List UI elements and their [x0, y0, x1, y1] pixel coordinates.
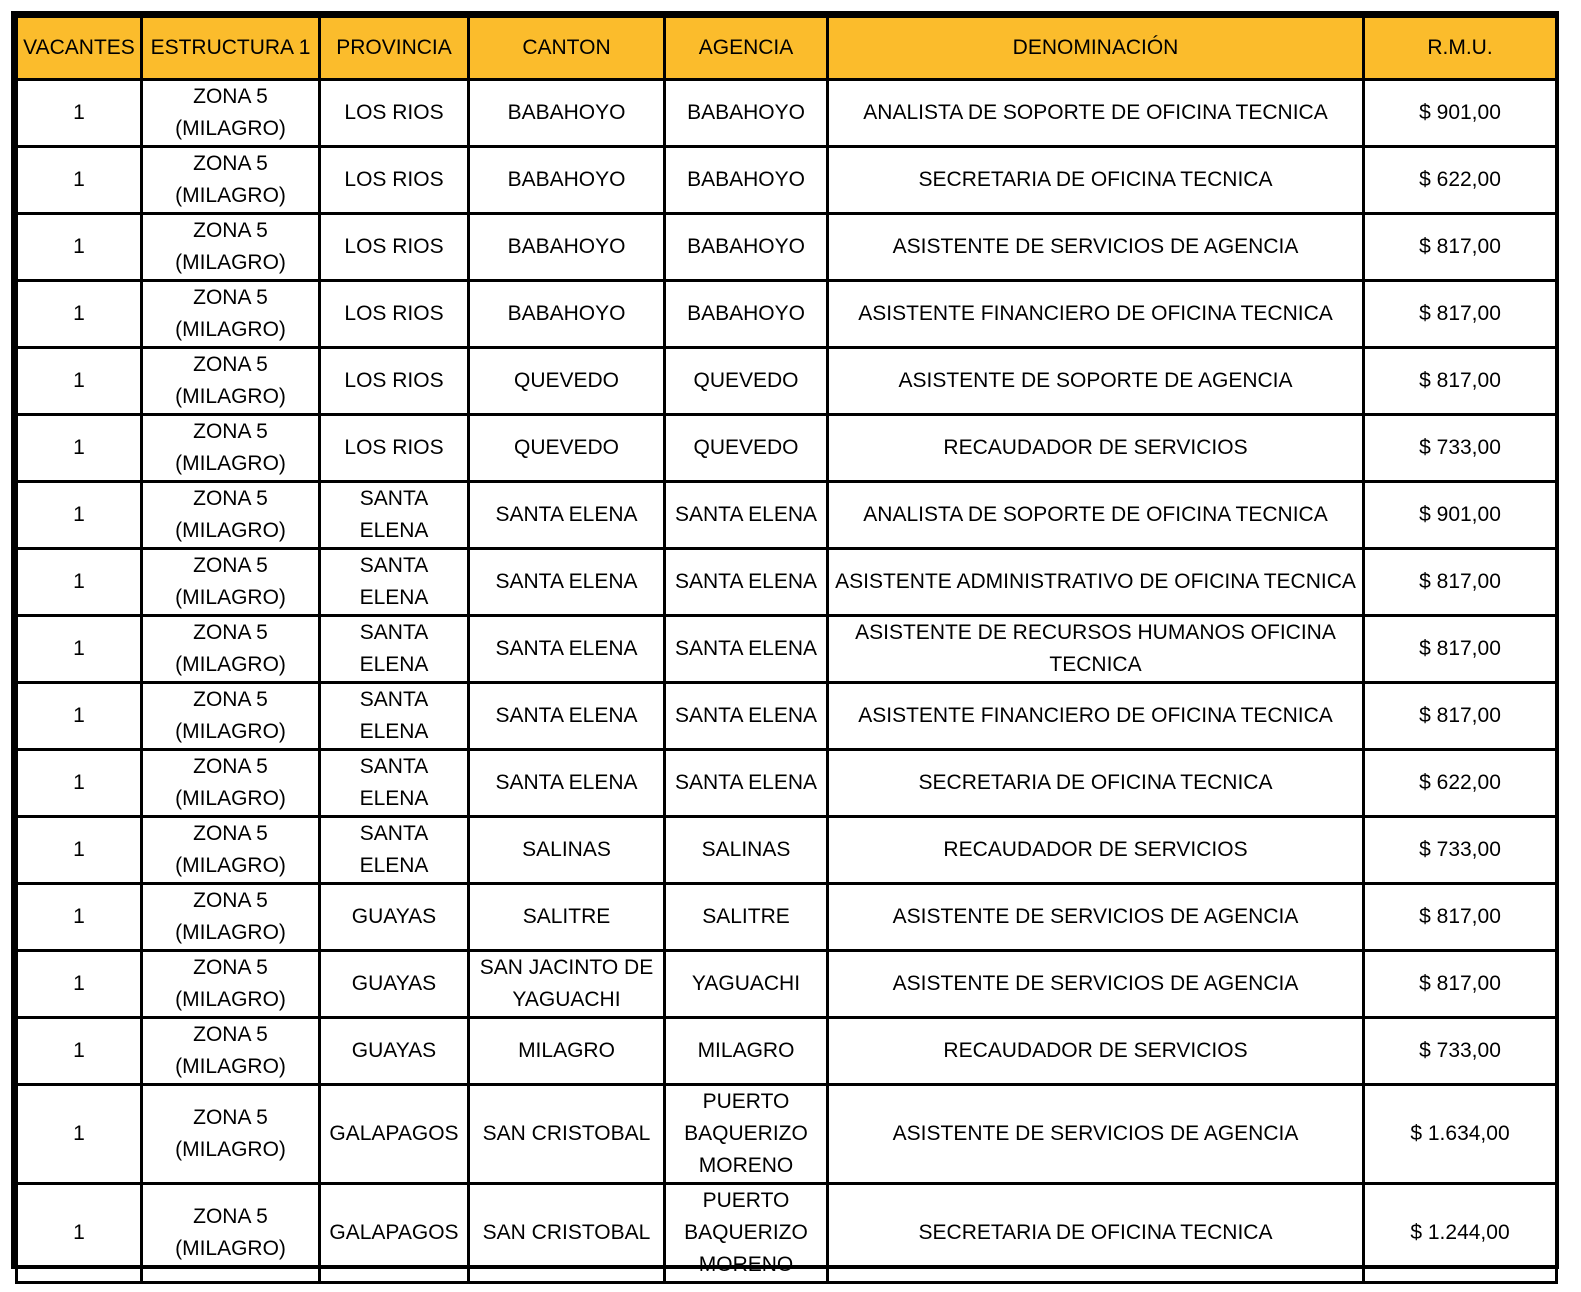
- cell-estructura-line: (MILAGRO): [175, 1237, 286, 1260]
- cell-estructura-line: (MILAGRO): [175, 318, 286, 341]
- cell-estructura-line: (MILAGRO): [175, 1055, 286, 1078]
- cell-estructura: [142, 1085, 320, 1184]
- cell-vacantes: 1: [17, 281, 142, 348]
- cell-rmu: $ 733,00: [1364, 1018, 1557, 1085]
- cell-canton: SAN JACINTO DE YAGUACHI: [469, 951, 665, 1018]
- cell-denominacion: ASISTENTE DE RECURSOS HUMANOS OFICINA TECNICA: [828, 616, 1364, 683]
- cell-agencia: SANTA ELENA: [665, 683, 828, 750]
- cell-denominacion: RECAUDADOR DE SERVICIOS: [828, 415, 1364, 482]
- cell-estructura: [142, 1018, 320, 1085]
- cell-rmu: $ 817,00: [1364, 281, 1557, 348]
- cell-agencia: BABAHOYO: [665, 281, 828, 348]
- cell-provincia: LOS RIOS: [320, 415, 469, 482]
- cell-vacantes: 1: [17, 214, 142, 281]
- header-provincia: PROVINCIA: [320, 17, 469, 80]
- header-vacantes: VACANTES: [17, 17, 142, 80]
- table-row: [17, 951, 1557, 1018]
- cell-provincia: LOS RIOS: [320, 348, 469, 415]
- cell-vacantes: 1: [17, 616, 142, 683]
- cell-estructura-line: (MILAGRO): [175, 251, 286, 274]
- cell-provincia: SANTA ELENA: [320, 549, 469, 616]
- cell-provincia: GUAYAS: [320, 1018, 469, 1085]
- cell-estructura: [142, 147, 320, 214]
- cell-estructura: [142, 348, 320, 415]
- cell-denominacion: RECAUDADOR DE SERVICIOS: [828, 817, 1364, 884]
- cell-rmu: $ 622,00: [1364, 750, 1557, 817]
- cell-canton: MILAGRO: [469, 1018, 665, 1085]
- cell-rmu: $ 817,00: [1364, 348, 1557, 415]
- cell-rmu: $ 817,00: [1364, 214, 1557, 281]
- cell-estructura: [142, 1184, 320, 1283]
- cell-estructura-line: ZONA 5: [193, 956, 268, 979]
- cell-estructura-line: ZONA 5: [193, 85, 268, 108]
- cell-denominacion: ASISTENTE FINANCIERO DE OFICINA TECNICA: [828, 683, 1364, 750]
- cell-agencia: MILAGRO: [665, 1018, 828, 1085]
- cell-estructura-line: ZONA 5: [193, 152, 268, 175]
- cell-rmu: $ 817,00: [1364, 616, 1557, 683]
- cell-agencia: QUEVEDO: [665, 415, 828, 482]
- cell-canton: SAN CRISTOBAL: [469, 1085, 665, 1184]
- cell-estructura-line: (MILAGRO): [175, 519, 286, 542]
- header-rmu: R.M.U.: [1364, 17, 1557, 80]
- cell-canton: SALINAS: [469, 817, 665, 884]
- cell-agencia: BABAHOYO: [665, 147, 828, 214]
- cell-estructura-line: ZONA 5: [193, 755, 268, 778]
- cell-vacantes: 1: [17, 951, 142, 1018]
- cell-agencia: YAGUACHI: [665, 951, 828, 1018]
- cell-canton: SANTA ELENA: [469, 549, 665, 616]
- cell-denominacion: ASISTENTE DE SERVICIOS DE AGENCIA: [828, 1085, 1364, 1184]
- cell-vacantes: 1: [17, 1018, 142, 1085]
- cell-denominacion: ASISTENTE ADMINISTRATIVO DE OFICINA TECNICA: [828, 549, 1364, 616]
- table-row: [17, 348, 1557, 415]
- table-row: [17, 884, 1557, 951]
- cell-estructura-line: ZONA 5: [193, 353, 268, 376]
- cell-canton: BABAHOYO: [469, 147, 665, 214]
- cell-rmu: $ 901,00: [1364, 80, 1557, 147]
- cell-estructura-line: (MILAGRO): [175, 988, 286, 1011]
- cell-estructura: [142, 884, 320, 951]
- cell-vacantes: 1: [17, 147, 142, 214]
- header-denominacion: DENOMINACIÓN: [828, 17, 1364, 80]
- cell-provincia: LOS RIOS: [320, 147, 469, 214]
- cell-agencia: BABAHOYO: [665, 214, 828, 281]
- cell-rmu: $ 817,00: [1364, 951, 1557, 1018]
- cell-provincia: SANTA ELENA: [320, 482, 469, 549]
- cell-provincia: GUAYAS: [320, 884, 469, 951]
- cell-estructura: [142, 214, 320, 281]
- cell-estructura-line: (MILAGRO): [175, 385, 286, 408]
- cell-canton: BABAHOYO: [469, 214, 665, 281]
- cell-vacantes: 1: [17, 817, 142, 884]
- table-row: [17, 549, 1557, 616]
- cell-vacantes: 1: [17, 1184, 142, 1283]
- header-row: [17, 17, 1557, 80]
- cell-provincia: GALAPAGOS: [320, 1184, 469, 1283]
- cell-estructura-line: ZONA 5: [193, 1205, 268, 1228]
- header-estructura: ESTRUCTURA 1: [142, 17, 320, 80]
- cell-estructura-line: (MILAGRO): [175, 452, 286, 475]
- header-agencia: AGENCIA: [665, 17, 828, 80]
- cell-denominacion: SECRETARIA DE OFICINA TECNICA: [828, 147, 1364, 214]
- cell-rmu: $ 733,00: [1364, 817, 1557, 884]
- table-row: [17, 1018, 1557, 1085]
- cell-estructura-line: (MILAGRO): [175, 184, 286, 207]
- cell-provincia: LOS RIOS: [320, 80, 469, 147]
- cell-canton: SANTA ELENA: [469, 482, 665, 549]
- cell-denominacion: ASISTENTE DE SERVICIOS DE AGENCIA: [828, 884, 1364, 951]
- cell-estructura-line: ZONA 5: [193, 219, 268, 242]
- cell-estructura-line: ZONA 5: [193, 1106, 268, 1129]
- cell-rmu: $ 817,00: [1364, 549, 1557, 616]
- cell-estructura-line: (MILAGRO): [175, 586, 286, 609]
- cell-canton: BABAHOYO: [469, 281, 665, 348]
- table-row: [17, 147, 1557, 214]
- cell-canton: SANTA ELENA: [469, 616, 665, 683]
- cell-canton: SANTA ELENA: [469, 750, 665, 817]
- cell-canton: SALITRE: [469, 884, 665, 951]
- cell-vacantes: 1: [17, 884, 142, 951]
- cell-estructura: [142, 951, 320, 1018]
- cell-provincia: SANTA ELENA: [320, 817, 469, 884]
- cell-rmu: $ 817,00: [1364, 884, 1557, 951]
- cell-denominacion: SECRETARIA DE OFICINA TECNICA: [828, 1184, 1364, 1283]
- cell-agencia: PUERTO BAQUERIZO MORENO: [665, 1085, 828, 1184]
- cell-vacantes: 1: [17, 80, 142, 147]
- cell-rmu: $ 733,00: [1364, 415, 1557, 482]
- cell-provincia: LOS RIOS: [320, 214, 469, 281]
- table-row: [17, 80, 1557, 147]
- cell-estructura-line: (MILAGRO): [175, 921, 286, 944]
- cell-estructura: [142, 750, 320, 817]
- cell-estructura: [142, 281, 320, 348]
- cell-agencia: SALINAS: [665, 817, 828, 884]
- table-row: [17, 683, 1557, 750]
- cell-agencia: QUEVEDO: [665, 348, 828, 415]
- cell-estructura-line: ZONA 5: [193, 420, 268, 443]
- cell-estructura-line: ZONA 5: [193, 621, 268, 644]
- cell-denominacion: ANALISTA DE SOPORTE DE OFICINA TECNICA: [828, 482, 1364, 549]
- cell-agencia: SANTA ELENA: [665, 750, 828, 817]
- cell-estructura-line: (MILAGRO): [175, 117, 286, 140]
- cell-estructura: [142, 683, 320, 750]
- table-row: [17, 1085, 1557, 1184]
- cell-agencia: PUERTO BAQUERIZO MORENO: [665, 1184, 828, 1283]
- cell-estructura-line: (MILAGRO): [175, 653, 286, 676]
- cell-denominacion: ASISTENTE DE SERVICIOS DE AGENCIA: [828, 951, 1364, 1018]
- cell-denominacion: ANALISTA DE SOPORTE DE OFICINA TECNICA: [828, 80, 1364, 147]
- cell-provincia: GUAYAS: [320, 951, 469, 1018]
- cell-rmu: $ 1.244,00: [1364, 1184, 1557, 1283]
- cell-agencia: SANTA ELENA: [665, 616, 828, 683]
- cell-estructura-line: (MILAGRO): [175, 854, 286, 877]
- cell-vacantes: 1: [17, 683, 142, 750]
- vacancies-table: [15, 15, 1558, 1284]
- table-row: [17, 415, 1557, 482]
- cell-provincia: GALAPAGOS: [320, 1085, 469, 1184]
- cell-vacantes: 1: [17, 482, 142, 549]
- cell-denominacion: ASISTENTE FINANCIERO DE OFICINA TECNICA: [828, 281, 1364, 348]
- cell-estructura: [142, 415, 320, 482]
- cell-canton: BABAHOYO: [469, 80, 665, 147]
- cell-estructura-line: ZONA 5: [193, 1023, 268, 1046]
- cell-rmu: $ 901,00: [1364, 482, 1557, 549]
- cell-canton: SAN CRISTOBAL: [469, 1184, 665, 1283]
- cell-provincia: LOS RIOS: [320, 281, 469, 348]
- cell-provincia: SANTA ELENA: [320, 616, 469, 683]
- table-row: [17, 817, 1557, 884]
- cell-denominacion: SECRETARIA DE OFICINA TECNICA: [828, 750, 1364, 817]
- cell-rmu: $ 622,00: [1364, 147, 1557, 214]
- table-row: [17, 281, 1557, 348]
- cell-estructura: [142, 549, 320, 616]
- cell-estructura-line: (MILAGRO): [175, 720, 286, 743]
- header-canton: CANTON: [469, 17, 665, 80]
- cell-estructura-line: ZONA 5: [193, 487, 268, 510]
- cell-estructura-line: (MILAGRO): [175, 1138, 286, 1161]
- cell-estructura: [142, 616, 320, 683]
- cell-vacantes: 1: [17, 415, 142, 482]
- cell-estructura-line: ZONA 5: [193, 688, 268, 711]
- cell-rmu: $ 817,00: [1364, 683, 1557, 750]
- cell-rmu: $ 1.634,00: [1364, 1085, 1557, 1184]
- cell-vacantes: 1: [17, 750, 142, 817]
- cell-estructura: [142, 80, 320, 147]
- vacancies-table-container: [11, 11, 1559, 1276]
- cell-vacantes: 1: [17, 549, 142, 616]
- cell-estructura-line: (MILAGRO): [175, 787, 286, 810]
- cell-vacantes: 1: [17, 348, 142, 415]
- cell-estructura-line: ZONA 5: [193, 554, 268, 577]
- cell-denominacion: ASISTENTE DE SERVICIOS DE AGENCIA: [828, 214, 1364, 281]
- cell-agencia: SALITRE: [665, 884, 828, 951]
- cell-estructura-line: ZONA 5: [193, 822, 268, 845]
- cell-agencia: SANTA ELENA: [665, 482, 828, 549]
- cell-estructura-line: ZONA 5: [193, 889, 268, 912]
- cell-denominacion: RECAUDADOR DE SERVICIOS: [828, 1018, 1364, 1085]
- cell-provincia: SANTA ELENA: [320, 683, 469, 750]
- cell-canton: SANTA ELENA: [469, 683, 665, 750]
- table-row: [17, 1184, 1557, 1283]
- cell-estructura-line: ZONA 5: [193, 286, 268, 309]
- cell-provincia: SANTA ELENA: [320, 750, 469, 817]
- cell-estructura: [142, 817, 320, 884]
- table-row: [17, 214, 1557, 281]
- cell-canton: QUEVEDO: [469, 415, 665, 482]
- cell-estructura: [142, 482, 320, 549]
- table-row: [17, 750, 1557, 817]
- cell-vacantes: 1: [17, 1085, 142, 1184]
- table-row: [17, 616, 1557, 683]
- table-row: [17, 482, 1557, 549]
- cell-agencia: SANTA ELENA: [665, 549, 828, 616]
- cell-denominacion: ASISTENTE DE SOPORTE DE AGENCIA: [828, 348, 1364, 415]
- cell-agencia: BABAHOYO: [665, 80, 828, 147]
- cell-canton: QUEVEDO: [469, 348, 665, 415]
